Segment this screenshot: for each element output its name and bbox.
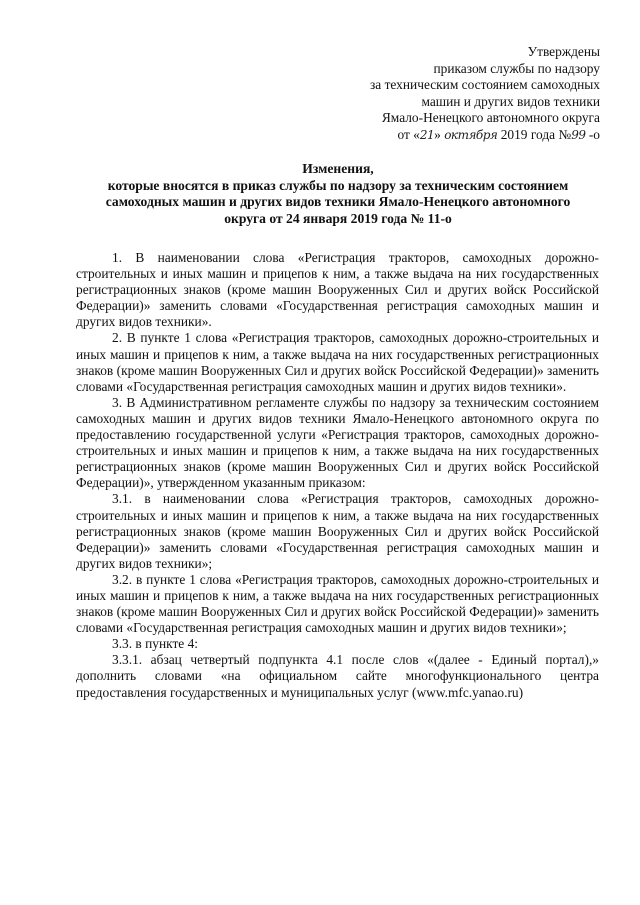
approval-stamp [300,44,600,143]
handwritten-number: 99 [571,127,586,142]
date-prefix: от « [397,126,420,142]
date-year: 2019 года № [497,126,572,142]
approval-line-5: Ямало-Ненецкого автономного округа [381,110,600,125]
paragraph-3-2: 3.2. в пункте 1 слова «Регистрация тракторов, самоходных дорожно-строительных и иных машин и прицепов к ним, а также выдача на них государственных регистрационных знаков (кроме машин Вооруженных Сил и других войск Российской Федерации)» заменить словами «Государственная регистрация самоходных машин и других видов техники»; [76,571,599,636]
document-title [78,161,598,227]
approval-line-1: Утверждены [527,44,600,59]
paragraph-1: 1. В наименовании слова «Регистрация тракторов, самоходных дорожно-строительных и иных машин и прицепов к ним, а также выдача на них государственных регистрационных знаков (кроме машин Вооруженных Сил и других войск Российской Федерации)» заменить словами «Государственная регистрация самоходных машин и других видов техники». [76,250,599,330]
date-suffix: -о [585,126,600,142]
paragraph-3-3-1: 3.3.1. абзац четвертый подпункта 4.1 после слов «(далее - Единый портал),» дополнить словами «на официальном сайте многофункционального центра предоставления государственных и муниципальных услуг (www.mfc.yanao.ru) [76,652,599,700]
title-line-1: Изменения, [302,161,374,176]
title-line-3: самоходных машин и других видов техники Ямало-Ненецкого автономного [105,194,571,209]
document-body [76,250,599,701]
paragraph-3-1: 3.1. в наименовании слова «Регистрация тракторов, самоходных дорожно-строительных и иных машин и прицепов к ним, а также выдача на них государственных регистрационных знаков (кроме машин Вооруженных Сил и других войск Российской Федерации)» заменить словами «Государственная регистрация самоходных машин и других видов техники»; [76,491,599,571]
approval-line-2: приказом службы по надзору [433,60,600,76]
approval-line-4: машин и других видов техники [421,93,600,109]
approval-date-line [300,127,600,144]
handwritten-day: 21 [419,127,435,142]
paragraph-3: 3. В Административном регламенте службы по надзору за техническим состоянием самоходных машин и других видов техники Ямало-Ненецкого автономного округа по предоставлению государственной услуги «Регистрация тракторов, самоходных дорожно-строительных и иных машин и прицепов к ним, а также выдача на них государственных регистрационных знаков (кроме машин Вооруженных Сил и других войск Российской Федерации)», утвержденном указанным приказом: [76,394,599,491]
paragraph-2: 2. В пункте 1 слова «Регистрация тракторов, самоходных дорожно-строительных и иных машин и прицепов к ним, а также выдача на них государственных регистрационных знаков (кроме машин Вооруженных Сил и других войск Российской Федерации)» заменить словами «Государственная регистрация самоходных машин и других видов техники». [76,330,599,394]
handwritten-month: октября [444,127,498,142]
approval-line-3: за техническим состоянием самоходных [369,77,600,92]
paragraph-3-3: 3.3. в пункте 4: [112,636,199,652]
title-line-2: которые вносятся в приказ службы по надзору за техническим состоянием [107,177,569,193]
date-mid: » [434,126,441,142]
title-line-4: округа от 24 января 2019 года № 11-о [224,210,452,226]
